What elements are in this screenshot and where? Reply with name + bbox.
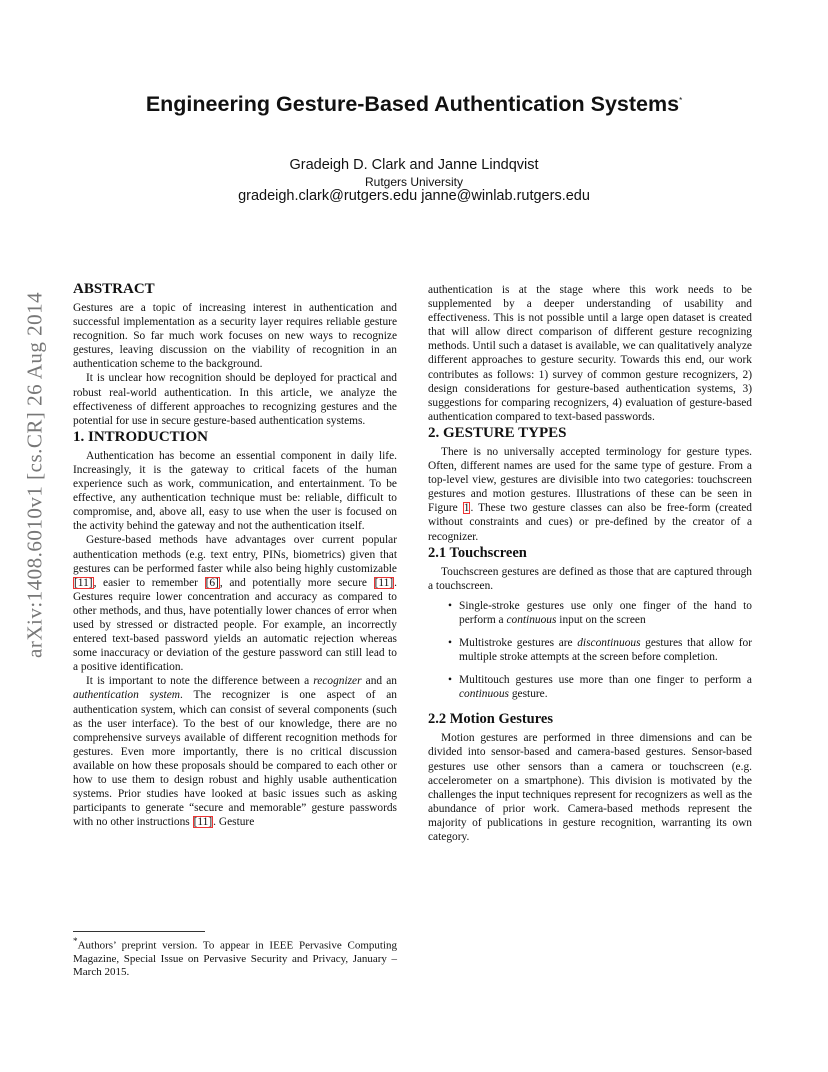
text-run: Multistroke gestures are xyxy=(459,636,578,649)
gesture-types-paragraph xyxy=(428,445,752,544)
text-run: , easier to remember xyxy=(93,576,205,589)
list-item xyxy=(448,599,752,627)
left-column xyxy=(73,280,397,829)
text-run: Multitouch gestures use more than one finger to perform a xyxy=(459,674,752,687)
emphasis: continuous xyxy=(459,688,509,701)
intro-paragraph-3 xyxy=(73,674,397,829)
text-run: gestures that allow for multiple stroke attempts at the screen before completion. xyxy=(459,636,752,664)
intro-paragraph-2 xyxy=(73,533,397,674)
text-run: Single-stroke gestures use only one finger of the hand to perform a xyxy=(459,599,752,626)
emphasis: continuous xyxy=(506,613,557,626)
emphasis: recognizer xyxy=(313,675,362,688)
introduction-heading: 1. INTRODUCTION xyxy=(73,428,209,445)
title-footnote-mark: * xyxy=(679,95,683,105)
author-emails: gradeigh.clark@rutgers.edu janne@winlab.rutgers.edu xyxy=(238,188,590,204)
abstract-paragraph-2: It is unclear how recognition should be deployed for practical and robust real-world authentication. In this article, we analyze the effectiveness of different approaches to recognizing gestures and the potential for use in secure gesture-based authentication systems. xyxy=(73,372,397,427)
intro-continuation: authentication is at the stage where this work needs to be supplemented by a deeper understanding of usability and effectiveness. This is not possible until a large open dataset is created that will allow direct comparison of different gesture recognizing methods. Until such a dataset is available, we can qualitatively analyze different approaches to gesture security. Towards this end, our work contributes as follows: 1) survey of common gesture recognizers, 2) design considerations for gesture-based authentication systems, 3) suggestions for comparing recognizers, 4) evaluation of gesture-based authentication compared to text-based passwords. xyxy=(428,284,752,423)
arxiv-identifier: arXiv:1408.6010v1 [cs.CR] 26 Aug 2014 xyxy=(22,291,47,659)
text-run: . These two gesture classes can also be free-form (created without constraints and cues) or pre-defined by the creator of a recognizer. xyxy=(428,502,752,543)
right-column xyxy=(428,283,752,844)
bullet-glyph: • xyxy=(448,599,452,612)
bullet-glyph: • xyxy=(448,636,452,649)
text-run: gesture. xyxy=(509,688,548,701)
list-item xyxy=(448,673,752,701)
footnote-divider xyxy=(73,931,205,932)
paper-title xyxy=(0,92,828,117)
bullet-glyph: • xyxy=(448,674,452,687)
footnote-text: Authors’ preprint version. To appear in IEEE Pervasive Computing Magazine, Special Issue on Pervasive Security and Privacy, January – March 2015. xyxy=(73,939,397,979)
text-run: . The recognizer is one aspect of an authentication system, which can consist of several components (such as the user interface). To the best of our knowledge, there are no comprehensive surveys available of different recognition methods for gestures. Even more importantly, there is no critical discussion available on how these proposals should be compared to each other or how to use them to design robust and highly usable authentication systems. Prior studies have looked at basic issues such as asking participants to generate “secure and memorable” gesture passwords with no other instructions xyxy=(73,689,397,829)
citation-link[interactable]: [11] xyxy=(374,576,394,589)
affiliation: Rutgers University xyxy=(364,175,464,189)
list-item xyxy=(448,636,752,664)
text-run: . Gesture xyxy=(213,816,255,829)
touchscreen-heading: 2.1 Touchscreen xyxy=(428,544,527,561)
motion-gestures-paragraph: Motion gestures are performed in three dimensions and can be divided into sensor-based and camera-based gestures. Sensor-based gestures use other sensors than a camera or touchscreen (e.g. accelerometer on a smartphone). This division is motivated by the challenges the input techniques represent for recognizers as well as the abundance of prior work. Camera-based methods represent the majority of publications in gesture recognition, warranting its own category. xyxy=(428,732,752,843)
emphasis: authentication system xyxy=(73,689,181,702)
abstract-heading: ABSTRACT xyxy=(73,281,155,297)
touchscreen-paragraph: Touchscreen gestures are defined as those that are captured through a touchscreen. xyxy=(428,565,752,592)
text-run: There is no universally accepted terminology for gesture types. Often, different names are used for the same type of gesture. From a top-level view, gestures are divisible into two categories: touchscreen gestures and motion gestures. Illustrations of these can be seen in Figure xyxy=(428,445,752,515)
citation-link[interactable]: [11] xyxy=(74,576,93,589)
gesture-types-heading: 2. GESTURE TYPES xyxy=(428,424,567,441)
citation-link[interactable]: [6] xyxy=(205,576,219,589)
intro-paragraph-1: Authentication has become an essential component in daily life. Increasingly, it is the gateway to critical facets of the human experience such as work, communication, and entertainment. To be effective, any authentication technique must be: reliable, difficult to compromise, and, above all, easy to use when the user is focused on the activity behind the gateway and not the authentication itself. xyxy=(73,449,397,533)
abstract-paragraph-1: Gestures are a topic of increasing interest in authentication and successful implementation as a security layer requires reliable gesture recognition. So far much work focuses on new ways to recognize gestures, leaving discussion on the viability of recognition in an authentication scheme to the background. xyxy=(73,302,397,371)
footnote xyxy=(73,935,397,979)
footnote-mark: * xyxy=(73,936,78,946)
text-run: It is important to note the difference between a xyxy=(86,675,314,688)
text-run: , and potentially more secure xyxy=(219,576,374,589)
text-run: . Gestures require lower concentration and accuracy as compared to other methods, and thus, have potentially lower chances of error when used by stressed or distracted people. For example, an incorrectly entered text-based password yields an automatic rejection whereas some inaccuracy or deviation of the gesture password can still lead to a positive identification. xyxy=(73,576,397,674)
text-run: input on the screen xyxy=(556,613,646,626)
citation-link[interactable]: [11] xyxy=(193,816,213,829)
title-text: Engineering Gesture-Based Authentication Systems xyxy=(145,92,680,116)
figure-link[interactable]: 1 xyxy=(463,502,470,515)
text-run: and an xyxy=(361,675,397,688)
authors: Gradeigh D. Clark and Janne Lindqvist xyxy=(289,157,539,173)
emphasis: discontinuous xyxy=(577,636,641,649)
gesture-type-list xyxy=(448,599,752,702)
text-run: Gesture-based methods have advantages over current popular authentication methods (e.g. text entry, PINs, biometrics) given that gestures can be performed faster while also being highly customizable xyxy=(73,534,397,575)
motion-gestures-heading: 2.2 Motion Gestures xyxy=(428,711,553,728)
